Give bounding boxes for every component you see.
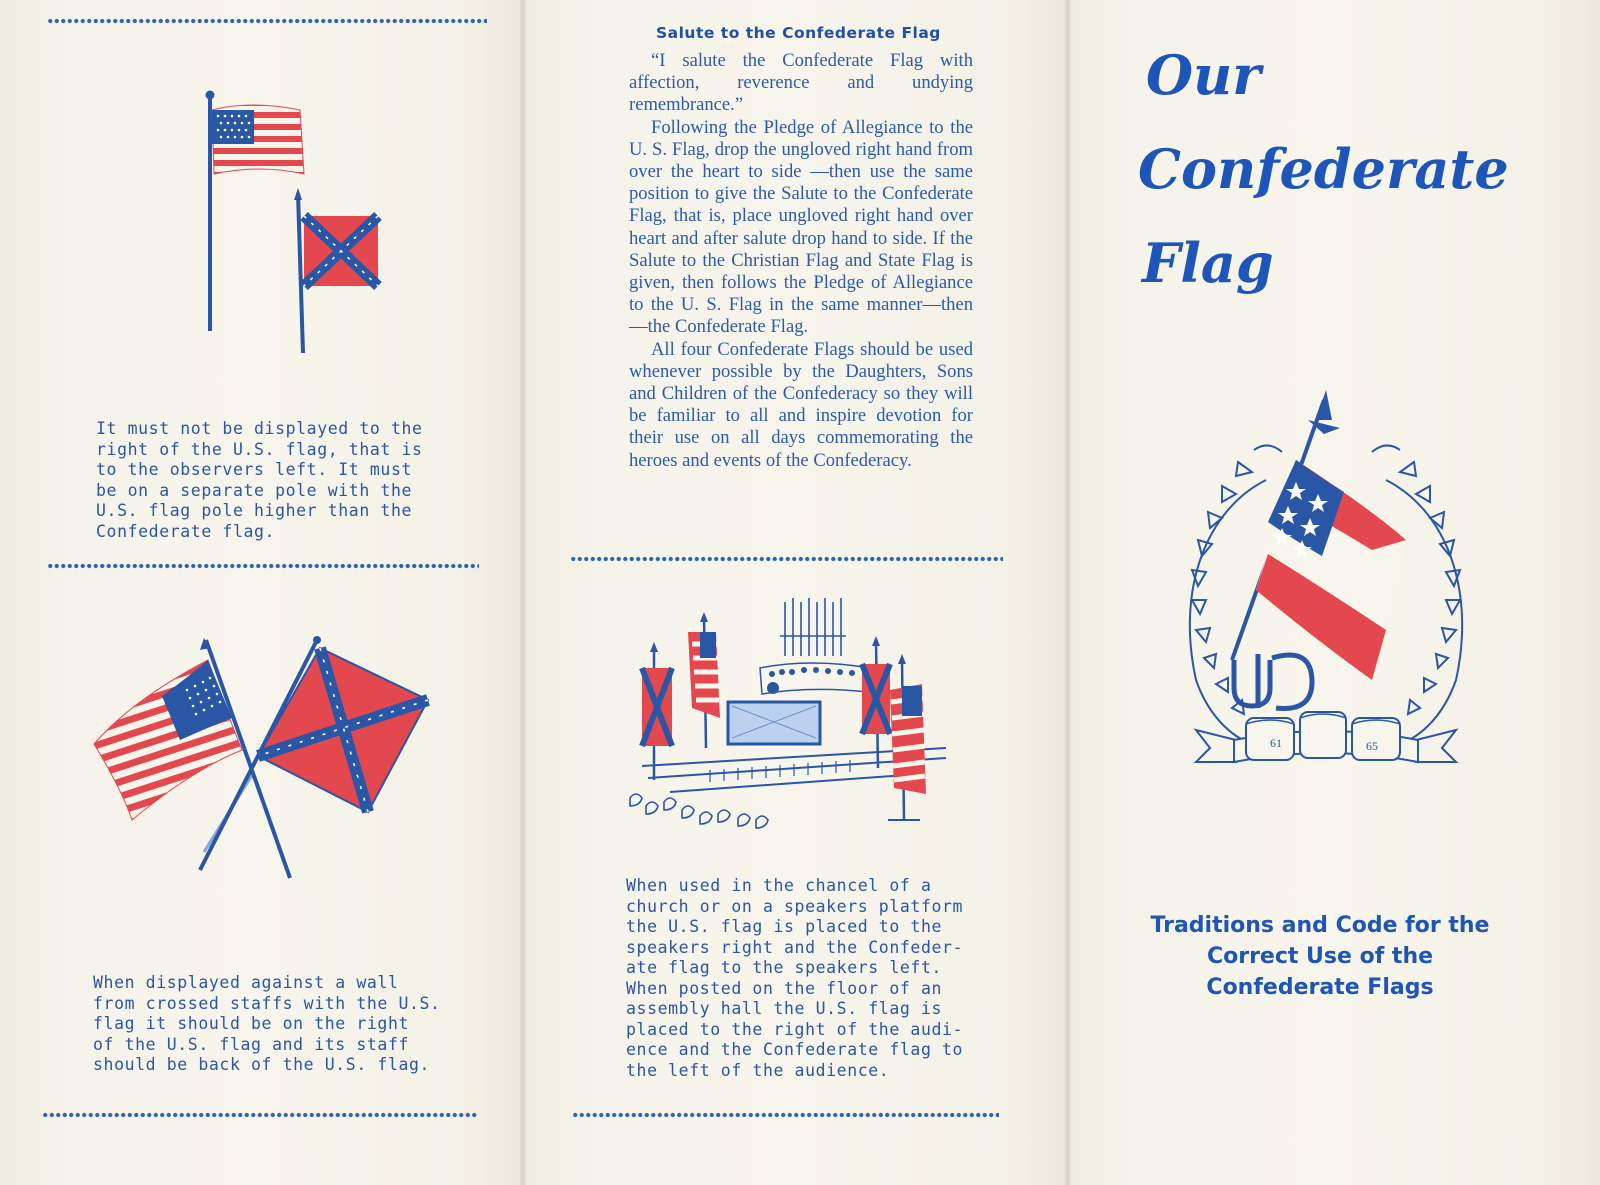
dotted-border-top-left	[47, 16, 487, 26]
cover-subtitle: Traditions and Code for the Correct Use of the Confederate Flags	[1150, 913, 1490, 1000]
salute-paragraph-quote: “I salute the Confederate Flag with affection, reverence and undying remembrance.”	[629, 50, 973, 116]
salute-paragraph-pledge: Following the Pledge of Allegiance to the U. S. Flag, drop the ungloved right hand from over the heart to side —then use the same position to give the Salute to the Confederate Flag, that is, place ungloved right hand over heart and after salute drop hand to side. If the Salute to the Christian Flag and State Flag is given, then follows the Pledge of Allegiance to the U. S. Flag in the same manner—then —the Confederate Flag.	[629, 116, 973, 338]
fold-line-left	[520, 0, 526, 1185]
udc-emblem	[1176, 390, 1476, 800]
title-line-flag: Flag	[1142, 231, 1274, 295]
flag-position-illustration	[190, 88, 400, 358]
crossed-flags-illustration	[92, 640, 442, 890]
caption-flag-position: It must not be displayed to the right of the U.S. flag, that is to the observers left. It must be on a separate pole with the U.S. flag pole higher than the Confederate flag.	[96, 419, 423, 541]
title-line-our: Our	[1146, 43, 1261, 107]
dotted-border-bottom-center	[572, 1110, 999, 1120]
salute-paragraph-four-flags: All four Confederate Flags should be used whenever possible by the Daughters, Sons and Children of the Confederacy so they will be familiar to all and inspire devotion for their use on all days commemorating the heroes and events of the Confederacy.	[629, 338, 973, 471]
salute-text	[629, 50, 973, 472]
emblem-year-61: 61	[1270, 736, 1282, 750]
dotted-border-middle-left	[47, 561, 479, 571]
title-line-confederate: Confederate	[1138, 137, 1509, 201]
caption-chancel: When used in the chancel of a church or on a speakers platform the U.S. flag is placed to the speakers right and the Confeder- ate flag to the speakers left. When posted on the floor of an assembly hall the U.S. flag is placed to the right of the audi- ence and the Confederate flag to the left of the audience.	[626, 876, 964, 1080]
dotted-border-bottom-left	[42, 1110, 478, 1120]
chancel-illustration	[620, 598, 970, 843]
dotted-border-middle-center	[570, 554, 1003, 564]
caption-crossed-staffs: When displayed against a wall from crossed staffs with the U.S. flag it should be on the right of the U.S. flag and its staff should be back of the U.S. flag.	[93, 973, 441, 1074]
fold-line-right	[1065, 0, 1071, 1185]
salute-heading: Salute to the Confederate Flag	[656, 24, 941, 42]
emblem-year-65: 65	[1366, 739, 1378, 753]
